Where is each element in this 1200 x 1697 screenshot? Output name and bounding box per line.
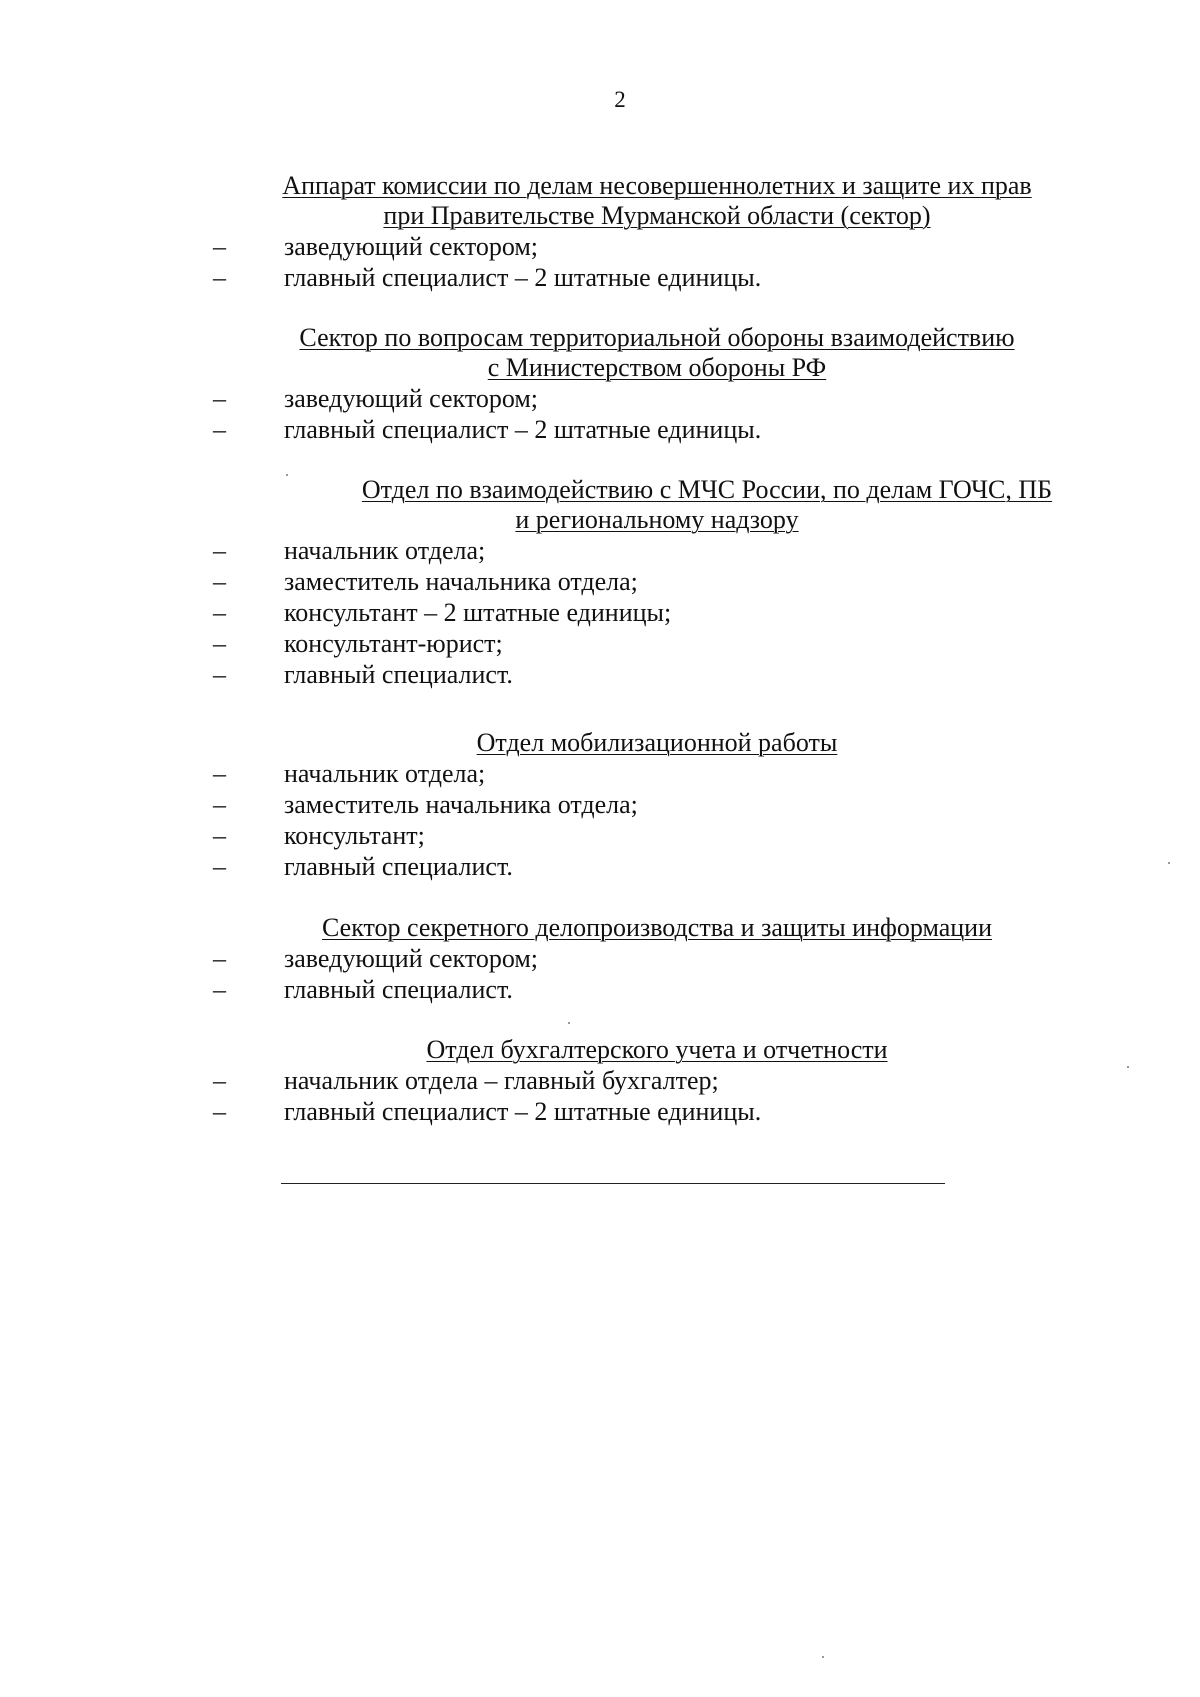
section-territorial-defense [0,323,1200,445]
list-item-text: начальник отдела – главный бухгалтер; [284,1066,719,1095]
dash-marker: – [213,759,226,788]
section-heading-line: Отдел мобилизационной работы [476,728,838,757]
list-item-text: консультант-юрист; [284,629,503,658]
section-commission-apparatus [0,171,1200,293]
dash-marker: – [213,790,226,819]
section-heading [0,201,1200,231]
list-item [0,943,1200,974]
section-heading-line: Отдел по взаимодействию с МЧС России, по делам ГОЧС, ПБ [361,475,1053,504]
list-item [0,1065,1200,1096]
dash-marker: – [213,263,226,292]
section-mobilization [0,728,1200,882]
section-accounting [0,1035,1200,1127]
list-item [0,566,1200,597]
section-heading [0,913,1200,943]
list-item [0,820,1200,851]
section-heading-line: при Правительстве Мурманской области (сектор) [383,201,931,230]
list-item-text: консультант – 2 штатные единицы; [284,598,672,627]
section-heading [0,728,1200,758]
list-item-text: главный специалист – 2 штатные единицы. [284,263,762,292]
dash-marker: – [213,975,226,1004]
section-emergency-ministry [0,475,1200,690]
list-item-text: главный специалист – 2 штатные единицы. [284,415,762,444]
dash-marker: – [213,232,226,261]
section-heading [0,1035,1200,1065]
list-item [0,231,1200,262]
list-item [0,659,1200,690]
list-item-text: заместитель начальника отдела; [284,790,638,819]
list-item [0,383,1200,414]
section-heading-line: Отдел бухгалтерского учета и отчетности [426,1035,888,1064]
list-item-text: заведующий сектором; [284,944,539,973]
list-item-text: заведующий сектором; [284,232,539,261]
list-item [0,851,1200,882]
section-heading [0,323,1200,353]
section-heading [0,171,1200,201]
dash-marker: – [213,536,226,565]
dash-marker: – [213,598,226,627]
list-item [0,597,1200,628]
list-item [0,628,1200,659]
list-item [0,758,1200,789]
scan-speck [1127,1066,1129,1068]
list-item [0,414,1200,445]
list-item [0,535,1200,566]
dash-marker: – [213,660,226,689]
scan-speck [822,1656,824,1658]
list-item-text: начальник отдела; [284,536,486,565]
list-item-text: главный специалист. [284,852,513,881]
dash-marker: – [213,1066,226,1095]
section-secret-records [0,913,1200,1005]
list-item-text: заведующий сектором; [284,384,539,413]
dash-marker: – [213,384,226,413]
list-item-text: главный специалист. [284,975,513,1004]
list-item-text: главный специалист. [284,660,513,689]
section-heading-line: с Министерством обороны РФ [487,353,827,382]
section-heading [0,505,1200,535]
section-heading-line: Сектор по вопросам территориальной обороны взаимодействию [299,323,1015,352]
list-item-text: начальник отдела; [284,759,486,788]
list-item-text: главный специалист – 2 штатные единицы. [284,1097,762,1126]
list-item [0,262,1200,293]
dash-marker: – [213,567,226,596]
list-item-text: консультант; [284,821,425,850]
section-heading-line: Аппарат комиссии по делам несовершеннолетних и защите их прав [282,171,1032,200]
list-item [0,789,1200,820]
scan-speck [286,474,288,476]
dash-marker: – [213,1097,226,1126]
page-number: 2 [614,87,626,112]
section-heading [0,475,1200,505]
list-item [0,1096,1200,1127]
dash-marker: – [213,415,226,444]
section-heading-line: и региональному надзору [515,505,799,534]
list-item-text: заместитель начальника отдела; [284,567,638,596]
scan-speck [568,1022,570,1024]
scan-speck [1168,862,1170,864]
dash-marker: – [213,821,226,850]
section-heading [0,353,1200,383]
list-item [0,974,1200,1005]
closing-rule [281,1183,945,1184]
section-heading-line: Сектор секретного делопроизводства и защиты информации [322,913,992,942]
dash-marker: – [213,944,226,973]
dash-marker: – [213,629,226,658]
dash-marker: – [213,852,226,881]
